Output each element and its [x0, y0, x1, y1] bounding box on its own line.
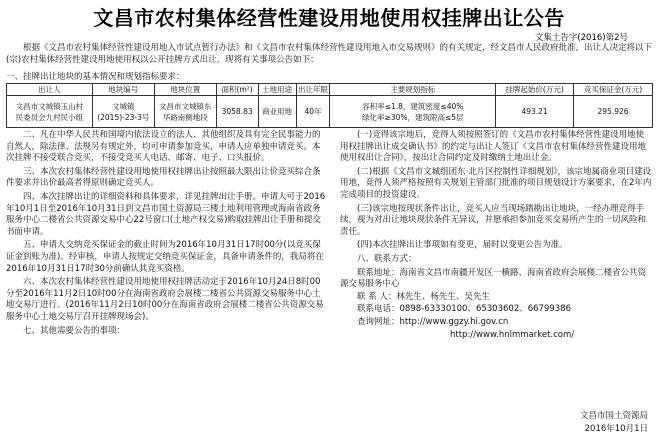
land-parcel-table — [6, 83, 653, 128]
issue-date: 2016年10月1日 — [584, 424, 648, 434]
cell-location — [154, 96, 216, 128]
contact-website[interactable]: 查询网址：http://www.ggzy.hi.gov.cn — [357, 316, 509, 327]
issuing-org: 文昌市国土资源局 — [579, 411, 648, 421]
col-header-location: 地块位置 — [154, 84, 216, 96]
signature-block — [580, 410, 648, 436]
left-column — [6, 130, 326, 339]
cell-grantor — [7, 96, 93, 128]
paragraph-5: 五、申请人交纳竞买保证金的截止时间为2016年10月31日17时00分(以竞买保证金到账为准)。经审核，申请人按规定交纳竞买保证金，具备申请条件的，我局将在2016年10月31日17时30分前确认其竞买资格。 — [6, 240, 324, 274]
item-7-2: (二)根据《文昌市文城组团东·北片区控制性详细规划》，该宗地属商业项目建设用地，竞得人须严格按照有关规划主管部门批准的项目规划设计方案要求，在2年内完成项目的投资建设。 — [340, 166, 652, 200]
col-header-deposit: 竞买保证金(万元) — [574, 84, 653, 96]
intro-paragraph: 根据《文昌市农村集体经营性建设用地入市试点暂行办法》和《文昌市农村集体经营性建设用地入市交易规则》的有关规定，经文昌市人民政府批准，出让人决定将以下(宗)农村集体经营性建设用地使用权以公开挂牌方式出让。现将有关事项公告如下： — [6, 43, 653, 65]
table-row — [7, 96, 653, 128]
cell-location-line1: 文昌市文城镇东 — [158, 101, 212, 111]
item-7-1: (一)竞得该宗地后，竞得人须按照签订的《文昌市农村集体经营性建设用地使用权挂牌出让成交确认书》的约定与出让人签订《文昌市农村集体经营性建设用地使用权出让合同》，按出让合同约定及时缴纳土地出让金。 — [340, 130, 647, 164]
section-8-heading: 八、联系方式： — [357, 253, 417, 264]
cell-grantor-line2: 民委员会九村民小组 — [15, 112, 84, 122]
section-1-heading: 一、挂牌出让地块的基本情况和规划指标要求： — [6, 72, 185, 82]
contact-website-2[interactable]: http://www.hnlmmarket.com/ — [450, 329, 575, 340]
paragraph-6: 六、本次农村集体经营性建设用地使用权挂牌活动定于2016年10月24日8时00分至2016年11月2日10时00分在海南省政府会展楼二楼省公共资源交易服务中心土地交易厅进行。(2016年11月2日10时00分在海南省政府会展楼二楼省公共资源交易服务中心土地交易厅召开挂牌现场会)。 — [6, 277, 324, 322]
col-header-start-price: 挂牌起始价(万元) — [496, 84, 574, 96]
col-header-parcel-no: 地块编号 — [92, 84, 154, 96]
item-7-4: (四)本次挂牌出让事项如有变更，届时以变更公告为准。 — [357, 240, 568, 251]
col-header-use: 土地用途 — [258, 84, 296, 96]
page-title: 文昌市农村集体经营性建设用地使用权挂牌出让公告 — [93, 6, 565, 30]
table-header-row — [7, 84, 653, 96]
cell-start-price: 493.21 — [496, 96, 574, 128]
paragraph-7: 七、其他需要公告的事项： — [23, 325, 126, 336]
cell-use: 商业用地 — [258, 96, 296, 128]
item-7-3: (三)该宗地按现状条件出让，竞买人应当现场踏勘出让地块，一经办理竞得手续，视为对出让地块现状条件无异议，并愿承担参加竞买交易所产生的一切风险和责任。 — [340, 203, 647, 237]
document-number: 文集土告字(2016)第2号 — [534, 33, 628, 43]
col-header-plan: 主要规划指标 — [330, 84, 496, 96]
cell-location-line2: 华路南侧地段 — [162, 112, 208, 122]
paragraph-4: 四、本次挂牌出让的详细资料和具体要求，详见挂牌出让手册。申请人可于2016年10月1日至2016年10月31日到文昌市国土资源局三楼土地利用管理或海南省政务服务中心二楼省公共资源交易中心22号窗口(土地产权交易)购取挂牌出让手册和提交书面申请。 — [6, 191, 326, 237]
cell-parcel-line1: 文城镇 — [112, 101, 135, 111]
col-header-term: 出让年限 — [298, 85, 328, 94]
paragraph-2: 二、凡在中华人民共和国境内依法设立的法人、其他组织及具有完全民事能力的自然人，除法律、法规另有规定外，均可申请参加竞买，申请人应单独申请竞买。本次挂牌不接受联合竞买，不接受竞买人电话、邮寄、电子、口头报价。 — [6, 130, 321, 164]
cell-term: 40年 — [296, 96, 330, 128]
contact-address: 联系地址：海南省文昌市南疆开发区一横路、海南省政府会展楼二楼省公共资源交易服务中心 — [340, 267, 647, 290]
paragraph-3: 三、本次农村集体经营性建设用地使用权挂牌出让按照最大限出让价竞买综合条件要求并出价最高者得原则确定竞买人。 — [6, 166, 321, 189]
col-header-grantor: 出让人 — [7, 84, 93, 96]
right-column — [340, 130, 652, 341]
cell-plan-line1: 容积率≤1.8，建筑密度≤40% — [362, 101, 464, 111]
cell-parcel-line2: (2015)-23-3号 — [97, 112, 150, 122]
contact-phone: 联系电话：0898-63330100、65303602、66799386 — [357, 304, 571, 315]
cell-area: 3058.83 — [216, 96, 258, 128]
cell-grantor-line1: 文昌市文城镇玉山村 — [15, 101, 84, 111]
col-header-area: 面积(m²) — [216, 84, 258, 96]
cell-plan — [330, 96, 496, 128]
cell-parcel-no — [92, 96, 154, 128]
cell-deposit: 295.926 — [574, 96, 653, 128]
contact-person: 联 系 人：林先生、杨先生、吴先生 — [357, 291, 490, 302]
cell-plan-line2: 绿化率≥30%，建筑限高≤5层 — [362, 112, 464, 122]
